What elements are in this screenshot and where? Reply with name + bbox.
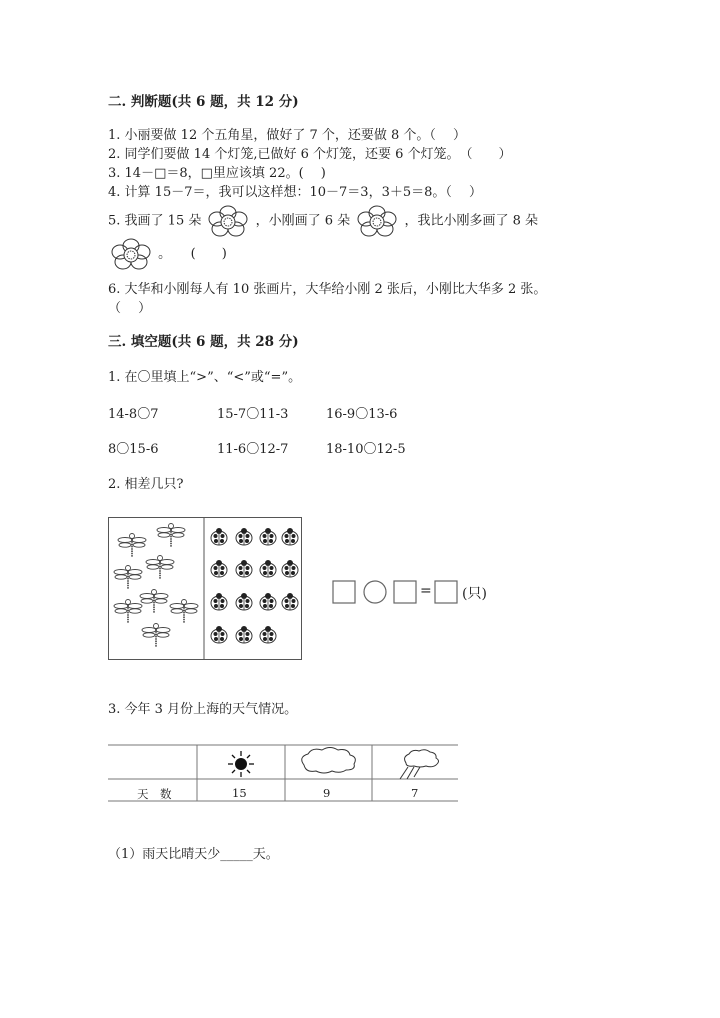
ladybug-icon <box>236 528 252 545</box>
rain-icon <box>400 750 439 779</box>
dragonfly-icon <box>157 524 185 548</box>
ladybugs <box>211 528 298 643</box>
flower-icon <box>354 203 400 239</box>
ladybug-icon <box>260 528 276 545</box>
dragonfly-icon <box>170 600 198 624</box>
question-2-2: 2. 同学们要做 14 个灯笼,已做好 6 个灯笼，还要 6 个灯笼。 （ ） <box>108 147 512 162</box>
ladybug-icon <box>282 528 298 545</box>
answer-box-2[interactable] <box>394 581 416 603</box>
question-2-6-line2: （ ） <box>108 301 152 316</box>
ladybug-icon <box>211 626 227 643</box>
cloud-icon <box>302 748 356 774</box>
compare-1-2: 15-7〇11-3 <box>217 407 289 422</box>
compare-2-3: 18-10〇12-5 <box>326 442 406 457</box>
rainy-days: 7 <box>411 786 419 800</box>
answer-box-1[interactable] <box>333 581 355 603</box>
ladybug-icon <box>260 593 276 610</box>
question-2-5-line1 <box>108 203 538 239</box>
dragonfly-icon <box>118 534 146 558</box>
question-3-2: 2. 相差几只? <box>108 477 184 492</box>
dragonfly-ladybug-picture <box>108 517 302 660</box>
compare-2-1: 8〇15-6 <box>108 442 159 457</box>
ladybug-icon <box>236 593 252 610</box>
equation-boxes <box>332 579 462 605</box>
question-3-3: 3. 今年 3 月份上海的天气情况。 <box>108 702 298 717</box>
dragonflies <box>114 524 198 648</box>
ladybug-icon <box>211 528 227 545</box>
flower-icon <box>205 203 251 239</box>
ladybug-icon <box>236 560 252 577</box>
answer-box-3[interactable] <box>435 581 457 603</box>
operator-circle[interactable] <box>364 581 386 603</box>
ladybug-icon <box>260 560 276 577</box>
ladybug-icon <box>211 560 227 577</box>
question-2-5-line2 <box>108 236 227 272</box>
compare-1-3: 16-9〇13-6 <box>326 407 398 422</box>
q5-text-b: ，小刚画了 6 朵 <box>255 213 351 229</box>
equals-sign: = <box>420 583 432 599</box>
section-3-title: 三. 填空题(共 6 题，共 28 分) <box>108 334 299 350</box>
sun-icon <box>228 751 254 777</box>
dragonfly-icon <box>114 600 142 624</box>
compare-2-2: 11-6〇12-7 <box>217 442 289 457</box>
table-row-label: 天 数 <box>137 787 172 801</box>
ladybug-icon <box>282 593 298 610</box>
question-2-1: 1. 小丽要做 12 个五角星，做好了 7 个，还要做 8 个。（ ） <box>108 128 467 143</box>
dragonfly-icon <box>114 566 142 590</box>
question-2-6-line1: 6. 大华和小刚每人有 10 张画片，大华给小刚 2 张后，小刚比大华多 2 张。 <box>108 282 547 297</box>
dragonfly-icon <box>140 590 168 614</box>
question-2-3: 3. 14－□＝8，□里应该填 22。( ) <box>108 166 326 181</box>
question-2-4: 4. 计算 15－7＝，我可以这样想：10－7＝3，3＋5＝8。（ ） <box>108 185 483 200</box>
cloudy-days: 9 <box>323 786 331 800</box>
question-3-1: 1. 在〇里填上“>”、“<”或“=”。 <box>108 370 302 385</box>
q5-text-a: 5. 我画了 15 朵 <box>108 213 202 229</box>
ladybug-icon <box>236 626 252 643</box>
dragonfly-icon <box>146 556 174 580</box>
sub-question-1: （1）雨天比晴天少_____天。 <box>108 847 279 862</box>
q5-text-c: ，我比小刚多画了 8 朵 <box>404 213 538 229</box>
ladybug-icon <box>282 560 298 577</box>
compare-1-1: 14-8〇7 <box>108 407 159 422</box>
section-2-title: 二. 判断题(共 6 题，共 12 分) <box>108 94 299 110</box>
sunny-days: 15 <box>232 786 247 800</box>
flower-icon <box>108 236 154 272</box>
ladybug-icon <box>260 626 276 643</box>
ladybug-icon <box>211 593 227 610</box>
equation-unit: (只) <box>462 586 487 602</box>
dragonfly-icon <box>142 624 170 648</box>
q5-text-d: 。 ( ) <box>158 246 227 262</box>
